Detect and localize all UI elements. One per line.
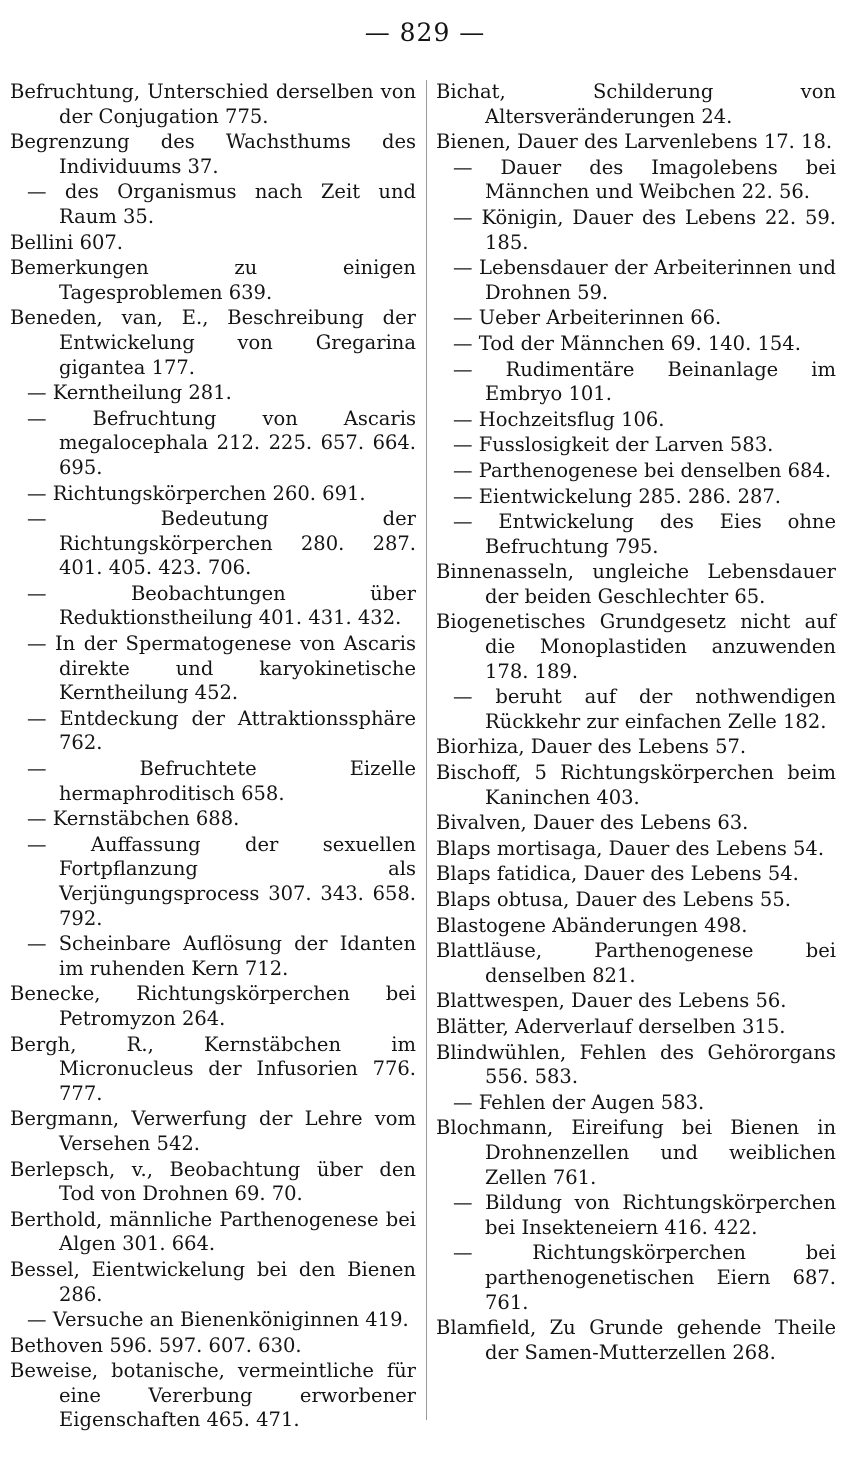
index-subentry: — Hochzeitsflug 106. <box>436 408 836 433</box>
index-entry: Biorhiza, Dauer des Lebens 57. <box>436 735 747 759</box>
index-entry: Bergh, R., Kernstäbchen im Micronucleus der Infusorien 776. 777. <box>10 1032 416 1105</box>
index-entry: Bellini 607. <box>10 230 123 254</box>
index-entry: Befruchtung, Unterschied derselben von der Conjugation 775. <box>10 80 416 128</box>
index-subentry: — Versuche an Bienenköniginnen 419. <box>10 1308 416 1333</box>
column-divider <box>426 80 427 1420</box>
index-entry: Bemerkungen zu einigen Tagesproblemen 639. <box>10 256 416 304</box>
index-entry: Blastogene Abänderungen 498. <box>436 913 748 937</box>
index-column-left <box>10 80 416 1434</box>
index-entry: Blattläuse, Parthenogenese bei denselben 821. <box>436 939 836 987</box>
index-entry: Bivalven, Dauer des Lebens 63. <box>436 811 749 835</box>
index-entry: Blaps mortisaga, Dauer des Lebens 54. <box>436 836 825 860</box>
index-subentry: — Tod der Männchen 69. 140. 154. <box>436 332 836 357</box>
index-entry: Blattwespen, Dauer des Lebens 56. <box>436 989 787 1013</box>
index-entry: Blamfield, Zu Grunde gehende Theile der Samen-Mutterzellen 268. <box>436 1316 836 1364</box>
index-subentry: — Fehlen der Augen 583. <box>436 1091 836 1116</box>
index-subentry: — Königin, Dauer des Lebens 22. 59. 185. <box>436 206 836 255</box>
index-entry: Blindwühlen, Fehlen des Gehörorgans 556. 583. <box>436 1040 836 1089</box>
index-subentry: — Entdeckung der Attraktionssphäre 762. <box>10 707 416 756</box>
index-subentry: — Eientwickelung 285. 286. 287. <box>436 485 836 510</box>
index-entry: Beweise, botanische, vermeintliche für eine Vererbung erworbener Eigenschaften 465. 471. <box>10 1359 416 1432</box>
index-subentry: — Bildung von Richtungskörperchen bei Insekteneiern 416. 422. <box>436 1191 836 1240</box>
index-subentry: — beruht auf der nothwendigen Rückkehr zur einfachen Zelle 182. <box>436 685 836 734</box>
index-subentry: — Befruchtung von Ascaris megalocephala 212. 225. 657. 664. 695. <box>10 407 416 481</box>
index-entry: Blochmann, Eireifung bei Bienen in Drohnenzellen und weiblichen Zellen 761. <box>436 1116 836 1189</box>
index-entry: Blaps fatidica, Dauer des Lebens 54. <box>436 862 799 886</box>
index-subentry: — Kernstäbchen 688. <box>10 807 416 832</box>
index-subentry: — In der Spermatogenese von Ascaris direkte und karyokinetische Kerntheilung 452. <box>10 632 416 706</box>
index-subentry: — Lebensdauer der Arbeiterinnen und Drohnen 59. <box>436 256 836 305</box>
index-subentry: — Scheinbare Auflösung der Idanten im ruhenden Kern 712. <box>10 932 416 981</box>
index-column-right <box>436 80 836 1366</box>
index-entry: Bergmann, Verwerfung der Lehre vom Versehen 542. <box>10 1107 416 1155</box>
index-entry: Binnenasseln, ungleiche Lebensdauer der beiden Geschlechter 65. <box>436 560 836 608</box>
index-entry: Beneden, van, E., Beschreibung der Entwickelung von Gregarina gigantea 177. <box>10 306 416 379</box>
index-subentry: — Kerntheilung 281. <box>10 381 416 406</box>
index-entry: Blaps obtusa, Dauer des Lebens 55. <box>436 888 791 911</box>
index-entry: Bienen, Dauer des Larvenlebens 17. 18. <box>436 130 833 154</box>
index-entry: Benecke, Richtungskörperchen bei Petromyzon 264. <box>10 982 416 1030</box>
index-entry: Biogenetisches Grundgesetz nicht auf die Monoplastiden anzuwenden 178. 189. <box>436 610 836 683</box>
index-entry: Blätter, Aderverlauf derselben 315. <box>436 1014 786 1038</box>
index-subentry: — Ueber Arbeiterinnen 66. <box>436 306 836 331</box>
index-subentry: — Parthenogenese bei denselben 684. <box>436 459 836 484</box>
index-subentry: — Befruchtete Eizelle hermaphroditisch 658. <box>10 757 416 806</box>
index-entry: Bichat, Schilderung von Altersveränderungen 24. <box>436 80 836 128</box>
index-entry: Bessel, Eientwickelung bei den Bienen 286. <box>10 1257 416 1306</box>
index-subentry: — Entwickelung des Eies ohne Befruchtung 795. <box>436 510 836 559</box>
index-subentry: — Richtungskörperchen bei parthenogenetischen Eiern 687. 761. <box>436 1241 836 1315</box>
index-entry: Berthold, männliche Parthenogenese bei Algen 301. 664. <box>10 1207 416 1256</box>
index-entry: Bischoff, 5 Richtungskörperchen beim Kaninchen 403. <box>436 761 836 809</box>
index-subentry: — Dauer des Imagolebens bei Männchen und Weibchen 22. 56. <box>436 156 836 205</box>
index-subentry: — Rudimentäre Beinanlage im Embryo 101. <box>436 358 836 407</box>
index-subentry: — Fusslosigkeit der Larven 583. <box>436 433 836 458</box>
index-entry: Bethoven 596. 597. 607. 630. <box>10 1333 302 1357</box>
index-subentry: — des Organismus nach Zeit und Raum 35. <box>10 180 416 229</box>
index-entry: Begrenzung des Wachsthums des Individuums 37. <box>10 130 416 178</box>
index-entry: Berlepsch, v., Beobachtung über den Tod von Drohnen 69. 70. <box>10 1157 416 1206</box>
index-subentry: — Richtungskörperchen 260. 691. <box>10 482 416 507</box>
index-subentry: — Beobachtungen über Reduktionstheilung 401. 431. 432. <box>10 582 416 631</box>
index-subentry: — Bedeutung der Richtungskörperchen 280. 287. 401. 405. 423. 706. <box>10 507 416 581</box>
index-subentry: — Auffassung der sexuellen Fortpflanzung als Verjüngungsprocess 307. 343. 658. 792. <box>10 833 416 931</box>
page-number: — 829 — <box>364 18 486 47</box>
